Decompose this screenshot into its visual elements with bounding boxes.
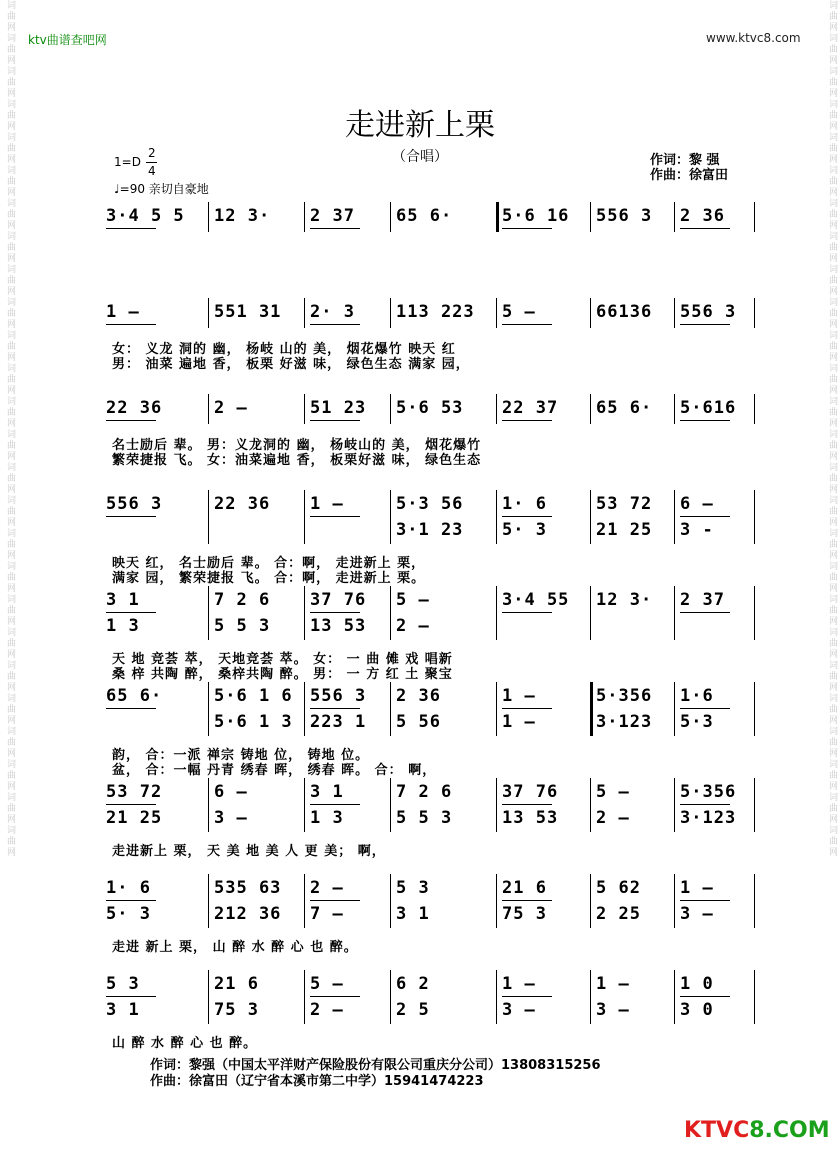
measure-notes: 5·3 56 [396, 494, 464, 514]
time-numerator: 2 [148, 146, 156, 160]
measure-notes-lower: 3 1 [396, 904, 430, 924]
measure-notes: 51 23 [310, 398, 367, 418]
beam-underline [310, 612, 360, 613]
measure-notes: 5 3 [396, 878, 430, 898]
measure-notes-lower: 75 3 [502, 904, 547, 924]
beam-underline [680, 612, 730, 613]
barline [754, 586, 755, 640]
barline [208, 394, 209, 424]
beam-underline [680, 900, 730, 901]
beam-underline [502, 804, 552, 805]
footer-lyricist: 作词：黎强（中国太平洋财产保险股份有限公司重庆分公司）13808315256 [150, 1058, 601, 1073]
barline [590, 586, 591, 640]
beam-underline [310, 420, 360, 421]
beam-underline [106, 228, 156, 229]
measure-notes: 3 1 [106, 590, 140, 610]
measure-notes-lower: 75 3 [214, 1000, 259, 1020]
barline [208, 586, 209, 640]
measure-notes-lower: 3 0 [680, 1000, 714, 1020]
barline [390, 874, 391, 928]
measure-notes-lower: 2 25 [596, 904, 641, 924]
measure-notes: 1· 6 [502, 494, 547, 514]
barline [304, 490, 305, 544]
barline [304, 202, 305, 232]
measure-notes-lower: 3·123 [680, 808, 737, 828]
measure-notes-lower: 5 5 3 [214, 616, 271, 636]
song-title: 走进新上栗 [345, 108, 495, 143]
watermark-right: 词曲网词曲网词曲网词曲网词曲网词曲网词曲网词曲网词曲网词曲网词曲网词曲网词曲网词曲网词曲网词曲网词曲网词曲网词曲网词曲网词曲网词曲网词曲网词曲网词曲网词曲网 [827, 0, 837, 858]
lyric-line: 名士励后 辈。 男：义龙洞的 幽， 杨岐山的 美， 烟花爆竹 [112, 438, 482, 453]
measure-notes: 5 — [596, 782, 630, 802]
beam-underline [106, 420, 156, 421]
barline [674, 490, 675, 544]
measure-notes: 1 — [502, 686, 536, 706]
barline [208, 970, 209, 1024]
barline [496, 490, 497, 544]
barline [590, 490, 591, 544]
measure-notes-lower: 3 — [214, 808, 248, 828]
measure-notes-lower: 13 53 [502, 808, 559, 828]
measure-notes: 12 3· [214, 206, 271, 226]
beam-underline [310, 804, 360, 805]
lyric-line: 繁荣捷报 飞。 女：油菜遍地 香， 板栗好滋 味， 绿色生态 [112, 453, 482, 468]
barline [754, 682, 755, 736]
measure-notes: 551 31 [214, 302, 282, 322]
barline [496, 778, 497, 832]
barline [754, 874, 755, 928]
barline [674, 778, 675, 832]
site-url-right[interactable]: www.ktvc8.com [706, 31, 801, 45]
measure-notes-lower: 5· 3 [502, 520, 547, 540]
measure-notes-lower: 2 — [310, 1000, 344, 1020]
beam-underline [310, 900, 360, 901]
measure-notes: 7 2 6 [214, 590, 271, 610]
measure-notes: 66136 [596, 302, 653, 322]
lyricist-credit: 作词：黎 强 [650, 153, 720, 168]
measure-notes: 2 37 [680, 590, 725, 610]
measure-notes: 5 3 [106, 974, 140, 994]
measure-notes: 3·4 55 [502, 590, 570, 610]
measure-notes: 2 36 [680, 206, 725, 226]
measure-notes: 5·356 [596, 686, 653, 706]
song-subtitle: （合唱） [392, 149, 448, 165]
measure-notes: 1 — [596, 974, 630, 994]
beam-underline [106, 804, 156, 805]
measure-notes-lower: 21 25 [106, 808, 163, 828]
beam-underline [310, 324, 360, 325]
measure-notes: 2 — [310, 878, 344, 898]
barline [390, 394, 391, 424]
site-name-left[interactable]: ktv曲谱查吧网 [28, 33, 107, 47]
beam-underline [106, 996, 156, 997]
beam-underline [502, 228, 552, 229]
lyric-line: 韵， 合：一派 禅宗 铸地 位， 铸地 位。 [112, 748, 370, 763]
measure-notes: 113 223 [396, 302, 475, 322]
measure-notes-lower: 13 53 [310, 616, 367, 636]
measure-notes: 7 2 6 [396, 782, 453, 802]
measure-notes: 5 62 [596, 878, 641, 898]
measure-notes: 556 3 [596, 206, 653, 226]
measure-notes-lower: 5 5 3 [396, 808, 453, 828]
beam-underline [310, 996, 360, 997]
measure-notes: 5 — [310, 974, 344, 994]
barline [304, 778, 305, 832]
beam-underline [106, 516, 156, 517]
beam-underline [106, 708, 156, 709]
barline [304, 586, 305, 640]
measure-notes: 5·6 53 [396, 398, 464, 418]
barline [496, 874, 497, 928]
barline [208, 778, 209, 832]
measure-notes: 1· 6 [106, 878, 151, 898]
footer-composer: 作曲：徐富田（辽宁省本溪市第二中学）15941474223 [150, 1074, 484, 1089]
barline [674, 586, 675, 640]
beam-underline [106, 900, 156, 901]
lyric-line: 盆， 合：一幅 丹青 绣春 晖， 绣春 晖。 合： 啊， [112, 763, 437, 778]
beam-underline [502, 420, 552, 421]
measure-notes: 5·6 1 6 [214, 686, 293, 706]
measure-notes: 53 72 [106, 782, 163, 802]
measure-notes: 5·356 [680, 782, 737, 802]
barline [754, 298, 755, 328]
measure-notes: 37 76 [502, 782, 559, 802]
barline [590, 394, 591, 424]
measure-notes: 556 3 [106, 494, 163, 514]
measure-notes-lower: 5·3 [680, 712, 714, 732]
measure-notes-lower: 3·123 [596, 712, 653, 732]
measure-notes: 65 6· [396, 206, 453, 226]
barline [754, 202, 755, 232]
measure-notes-lower: 5·6 1 3 [214, 712, 293, 732]
measure-notes: 5·6 16 [502, 206, 570, 226]
lyric-line: 映天 红， 名士励后 辈。 合：啊， 走进新上 栗， [112, 556, 426, 571]
barline [590, 682, 593, 736]
barline [674, 394, 675, 424]
measure-notes: 1 — [310, 494, 344, 514]
beam-underline [106, 324, 156, 325]
time-fraction-line [146, 162, 157, 163]
barline [754, 490, 755, 544]
measure-notes-lower: 5 56 [396, 712, 441, 732]
measure-notes-lower: 3 - [680, 520, 714, 540]
barline [208, 682, 209, 736]
logo-part-2: 8.COM [749, 1118, 830, 1143]
time-denominator: 4 [148, 164, 156, 178]
lyric-line: 女： 义龙 洞的 幽， 杨岐 山的 美， 烟花爆竹 映天 红 [112, 342, 456, 357]
measure-notes: 65 6· [106, 686, 163, 706]
beam-underline [680, 228, 730, 229]
barline [674, 970, 675, 1024]
measure-notes-lower: 3 — [596, 1000, 630, 1020]
measure-notes: 5·616 [680, 398, 737, 418]
measure-notes: 2· 3 [310, 302, 355, 322]
barline [674, 298, 675, 328]
measure-notes: 3 1 [310, 782, 344, 802]
measure-notes-lower: 212 36 [214, 904, 282, 924]
measure-notes: 21 6 [502, 878, 547, 898]
measure-notes: 1 — [106, 302, 140, 322]
lyric-line: 山 醉 水 醉 心 也 醉。 [112, 1036, 258, 1051]
barline [208, 202, 209, 232]
lyric-line: 男： 油菜 遍地 香， 板栗 好滋 味， 绿色生态 满家 园， [112, 357, 470, 372]
barline [496, 682, 497, 736]
measure-notes: 22 36 [214, 494, 271, 514]
barline [590, 970, 591, 1024]
measure-notes: 2 37 [310, 206, 355, 226]
beam-underline [680, 516, 730, 517]
measure-notes: 65 6· [596, 398, 653, 418]
barline [390, 298, 391, 328]
lyric-line: 天 地 竞荟 萃， 天地竞荟 萃。 女： 一 曲 傩 戏 唱新 [112, 652, 453, 667]
measure-notes-lower: 3·1 23 [396, 520, 464, 540]
measure-notes-lower: 223 1 [310, 712, 367, 732]
barline [304, 682, 305, 736]
measure-notes-lower: 3 1 [106, 1000, 140, 1020]
beam-underline [310, 708, 360, 709]
measure-notes-lower: 5· 3 [106, 904, 151, 924]
barline [390, 682, 391, 736]
barline [496, 394, 497, 424]
barline [390, 490, 391, 544]
beam-underline [502, 612, 552, 613]
measure-notes: 556 3 [680, 302, 737, 322]
beam-underline [680, 420, 730, 421]
barline [590, 874, 591, 928]
measure-notes: 12 3· [596, 590, 653, 610]
beam-underline [680, 324, 730, 325]
measure-notes-lower: 7 — [310, 904, 344, 924]
measure-notes-lower: 1 — [502, 712, 536, 732]
barline [304, 394, 305, 424]
beam-underline [310, 516, 360, 517]
barline [674, 202, 675, 232]
barline [754, 778, 755, 832]
measure-notes-lower: 2 — [396, 616, 430, 636]
barline [208, 298, 209, 328]
barline [754, 394, 755, 424]
lyric-line: 走进 新上 栗， 山 醉 水 醉 心 也 醉。 [112, 940, 358, 955]
beam-underline [502, 324, 552, 325]
measure-notes: 1 — [502, 974, 536, 994]
barline [390, 970, 391, 1024]
measure-notes: 22 37 [502, 398, 559, 418]
measure-notes-lower: 2 5 [396, 1000, 430, 1020]
measure-notes-lower: 3 — [680, 904, 714, 924]
barline [496, 298, 497, 328]
beam-underline [310, 228, 360, 229]
beam-underline [106, 612, 156, 613]
barline [496, 970, 497, 1024]
tempo-marking: ♩=90 亲切自豪地 [114, 182, 209, 196]
composer-credit: 作曲：徐富田 [650, 168, 729, 183]
measure-notes: 37 76 [310, 590, 367, 610]
measure-notes-lower: 1 3 [310, 808, 344, 828]
measure-notes: 22 36 [106, 398, 163, 418]
barline [496, 586, 497, 640]
measure-notes: 556 3 [310, 686, 367, 706]
measure-notes: 6 — [680, 494, 714, 514]
measure-notes: 5 — [396, 590, 430, 610]
measure-notes-lower: 1 3 [106, 616, 140, 636]
barline [590, 202, 591, 232]
barline [590, 778, 591, 832]
measure-notes: 1 — [680, 878, 714, 898]
barline [304, 298, 305, 328]
beam-underline [502, 516, 552, 517]
barline [590, 298, 591, 328]
measure-notes: 5 — [502, 302, 536, 322]
measure-notes: 2 36 [396, 686, 441, 706]
watermark-left: 词曲网词曲网词曲网词曲网词曲网词曲网词曲网词曲网词曲网词曲网词曲网词曲网词曲网词曲网词曲网词曲网词曲网词曲网词曲网词曲网词曲网词曲网词曲网词曲网词曲网词曲网 [5, 0, 15, 858]
measure-notes-lower: 3 — [502, 1000, 536, 1020]
ktvc8-logo[interactable] [684, 1118, 830, 1143]
barline [754, 970, 755, 1024]
beam-underline [680, 996, 730, 997]
measure-notes: 53 72 [596, 494, 653, 514]
logo-part-1: KTVC [684, 1118, 750, 1143]
measure-notes: 1 0 [680, 974, 714, 994]
measure-notes: 21 6 [214, 974, 259, 994]
barline [208, 874, 209, 928]
barline [390, 586, 391, 640]
beam-underline [680, 804, 730, 805]
beam-underline [680, 708, 730, 709]
measure-notes: 1·6 [680, 686, 714, 706]
barline [208, 490, 209, 544]
key-signature: 1=D [114, 155, 141, 169]
barline [674, 682, 675, 736]
barline [304, 970, 305, 1024]
beam-underline [502, 708, 552, 709]
measure-notes: 6 2 [396, 974, 430, 994]
lyric-line: 桑 梓 共陶 醉， 桑梓共陶 醉。 男： 一 方 红 土 聚宝 [112, 667, 453, 682]
measure-notes: 2 — [214, 398, 248, 418]
measure-notes: 535 63 [214, 878, 282, 898]
measure-notes-lower: 2 — [596, 808, 630, 828]
barline [674, 874, 675, 928]
barline [390, 202, 391, 232]
barline [390, 778, 391, 832]
barline [304, 874, 305, 928]
measure-notes: 6 — [214, 782, 248, 802]
barline [496, 202, 499, 232]
measure-notes: 3·4 5 5 [106, 206, 185, 226]
measure-notes-lower: 21 25 [596, 520, 653, 540]
lyric-line: 满家 园， 繁荣捷报 飞。 合：啊， 走进新上 栗。 [112, 571, 426, 586]
lyric-line: 走进新上 栗， 天 美 地 美 人 更 美； 啊， [112, 844, 386, 859]
beam-underline [502, 996, 552, 997]
beam-underline [502, 900, 552, 901]
